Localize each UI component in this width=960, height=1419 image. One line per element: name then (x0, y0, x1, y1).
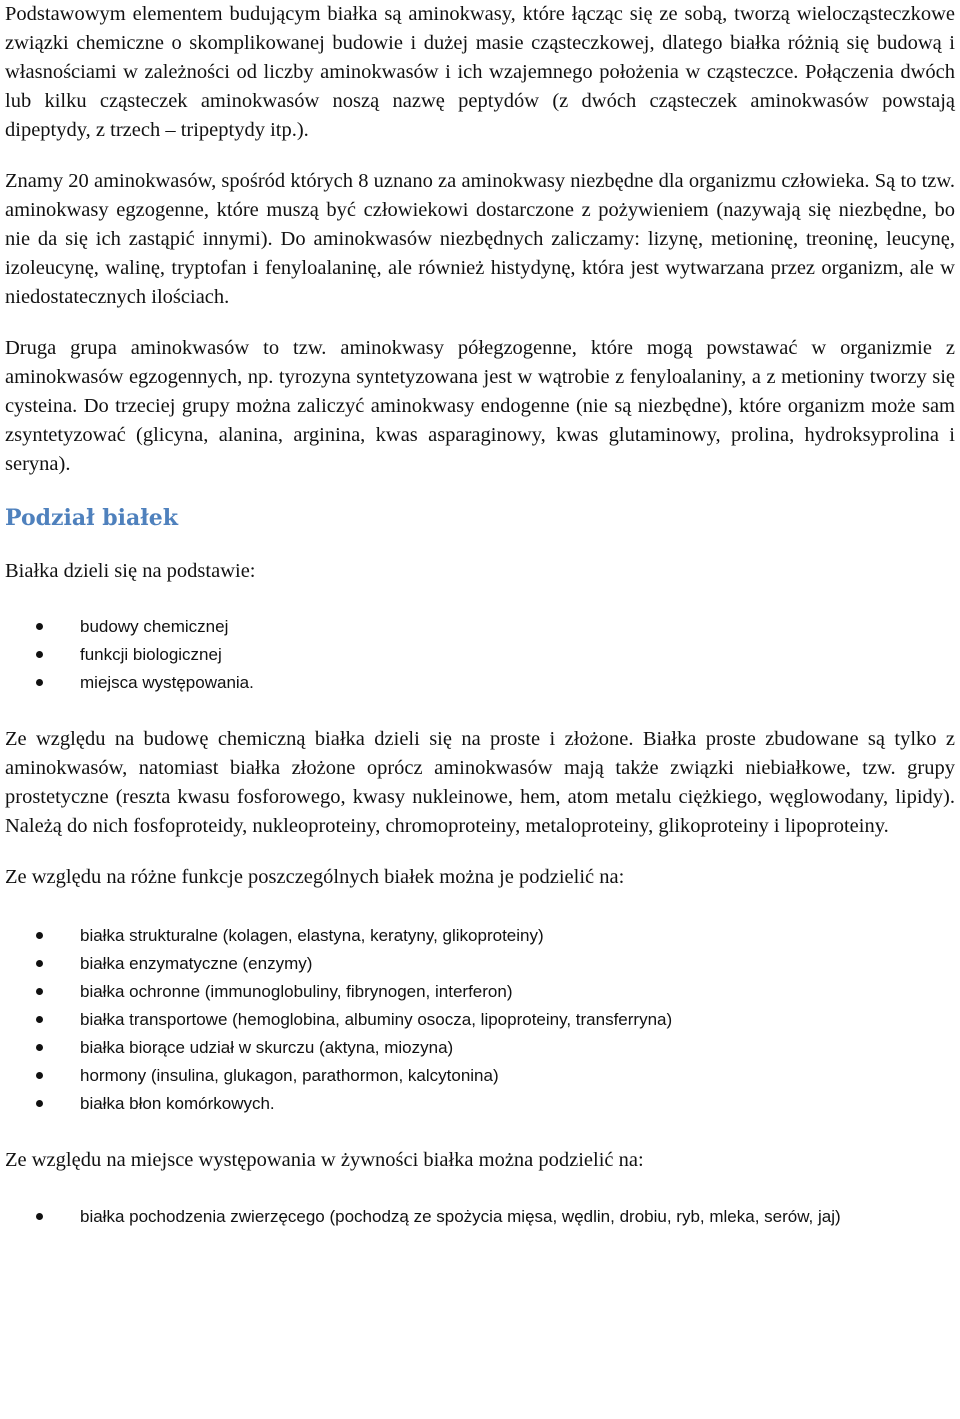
bullet-icon (36, 1213, 43, 1220)
list-item (5, 641, 955, 669)
list-item (5, 950, 955, 978)
function-list (5, 922, 955, 1118)
function-intro: Ze względu na różne funkcje poszczególnych białek można je podzielić na: (5, 866, 625, 888)
paragraph-chemical-structure: Ze względu na budowę chemiczną białka dzieli się na proste i złożone. Białka proste zbudowane są tylko z aminokwasów, natomiast białka złożone oprócz aminokwasów mają także związki niebiałkowe, tzw. grupy prostetyczne (reszta kwasu fosforowego, kwasy nukleinowe, hem, atom metalu ciężkiego, węglowodany, lipidy). Należą do nich fosfoproteidy, nukleoproteiny, chromoproteiny, metaloproteiny, glikoproteiny i lipoproteiny. (5, 728, 955, 837)
bullet-icon (36, 623, 43, 630)
list-item-text: białka strukturalne (kolagen, elastyna, keratyny, glikoproteiny) (80, 926, 544, 945)
paragraph-essential-amino-acids: Znamy 20 aminokwasów, spośród których 8 uznano za aminokwasy niezbędne dla organizmu człowieka. Są to tzw. aminokwasy egzogenne, które muszą być człowiekowi dostarczone z pożywieniem (nazywają się niezbędne, bo nie da się ich zastąpić innymi). Do aminokwasów niezbędnych zaliczamy: lizynę, metioninę, treoninę, leucynę, izoleucynę, walinę, tryptofan i fenyloalaninę, ale również histydynę, która jest wytwarzana przez organizm, ale w niedostatecznych ilościach. (5, 170, 955, 308)
list-item-text: białka biorące udział w skurczu (aktyna, miozyna) (80, 1038, 454, 1057)
bullet-icon (36, 988, 43, 995)
list-item (5, 1034, 955, 1062)
bullet-icon (36, 651, 43, 658)
list-item (5, 922, 955, 950)
list-item-text: białka enzymatyczne (enzymy) (80, 954, 313, 973)
bullet-icon (36, 932, 43, 939)
paragraph-amino-acids: Podstawowym elementem budującym białka są aminokwasy, które łącząc się ze sobą, tworzą wielocząsteczkowe związki chemiczne o skomplikowanej budowie i dużej masie cząsteczkowej, dlatego białka różnią się budową i własnościami w zależności od liczby aminokwasów i ich wzajemnego położenia w cząsteczce. Połączenia dwóch lub kilku cząsteczek aminokwasów noszą nazwę peptydów (z dwóch cząsteczek aminokwasów powstają dipeptydy, z trzech – tripeptydy itp.). (5, 3, 955, 141)
occurrence-list (5, 1203, 955, 1231)
bullet-icon (36, 679, 43, 686)
list-item (5, 613, 955, 641)
list-item (5, 1006, 955, 1034)
list-item (5, 1203, 955, 1231)
list-item (5, 978, 955, 1006)
list-item-text: funkcji biologicznej (80, 645, 222, 664)
list-item-text: białka transportowe (hemoglobina, albuminy osocza, lipoproteiny, transferryna) (80, 1010, 673, 1029)
list-item-text: białka pochodzenia zwierzęcego (pochodzą ze spożycia mięsa, wędlin, drobiu, ryb, mleka, serów, jaj) (80, 1207, 841, 1226)
list-item (5, 1062, 955, 1090)
paragraph-amino-acid-groups: Druga grupa aminokwasów to tzw. aminokwasy półegzogenne, które mogą powstawać w organizmie z aminokwasów egzogennych, np. tyrozyna syntetyzowana jest w wątrobie z fenyloalaniny, a z metioniny tworzy się cysteina. Do trzeciej grupy można zaliczyć aminokwasy endogenne (nie są niezbędne), które organizm może sam zsyntetyzować (glicyna, alanina, arginina, kwas asparaginowy, kwas glutaminowy, prolina, hydroksyprolina i seryna). (5, 337, 955, 475)
bullet-icon (36, 1100, 43, 1107)
division-list (5, 613, 955, 697)
list-item-text: białka błon komórkowych. (80, 1094, 275, 1113)
list-item-text: miejsca występowania. (80, 673, 254, 692)
bullet-icon (36, 960, 43, 967)
list-item-text: białka ochronne (immunoglobuliny, fibrynogen, interferon) (80, 982, 513, 1001)
bullet-icon (36, 1072, 43, 1079)
list-item-text: hormony (insulina, glukagon, parathormon, kalcytonina) (80, 1066, 499, 1085)
section-heading: Podział białek (5, 505, 178, 531)
list-item (5, 1090, 955, 1118)
division-intro: Białka dzieli się na podstawie: (5, 560, 256, 582)
occurrence-intro: Ze względu na miejsce występowania w żywności białka można podzielić na: (5, 1149, 644, 1171)
list-item-text: budowy chemicznej (80, 617, 229, 636)
document-page (5, 0, 955, 1231)
bullet-icon (36, 1016, 43, 1023)
list-item (5, 669, 955, 697)
bullet-icon (36, 1044, 43, 1051)
